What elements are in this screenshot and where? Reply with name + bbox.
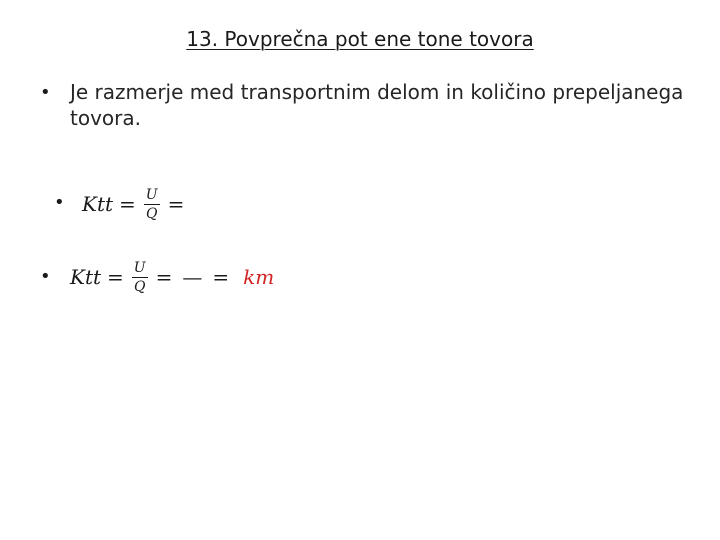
formula1-denominator: Q: [145, 205, 158, 222]
formula2-equals-3: =: [212, 265, 230, 289]
formula2-unit: km: [243, 265, 275, 289]
formula2-bullet: •: [40, 266, 51, 287]
formula2-equals: =: [107, 265, 124, 289]
formula-1: [82, 184, 190, 224]
definition-text: Je razmerje med transportnim delom in količino prepeljanega tovora.: [70, 80, 684, 130]
slide-title-text: 13. Povprečna pot ene tone tovora: [186, 27, 534, 51]
slide-title: [0, 26, 720, 52]
formula2-fraction: [132, 260, 148, 295]
formula1-numerator: U: [145, 186, 158, 203]
formula2-dash: —: [182, 265, 203, 289]
formula2-numerator: U: [133, 259, 146, 276]
formula1-bullet: •: [54, 192, 65, 213]
formula1-fraction: [144, 187, 160, 222]
formula1-trailing-equals: =: [167, 192, 185, 216]
formula2-denominator: Q: [133, 278, 146, 295]
formula2-lhs: Ktt: [70, 265, 102, 289]
formula2-equals-2: =: [155, 265, 173, 289]
formula1-lhs: Ktt: [82, 192, 114, 216]
formula1-equals: =: [119, 192, 136, 216]
paragraph-bullet: •: [40, 82, 51, 103]
formula-2: [70, 257, 274, 297]
